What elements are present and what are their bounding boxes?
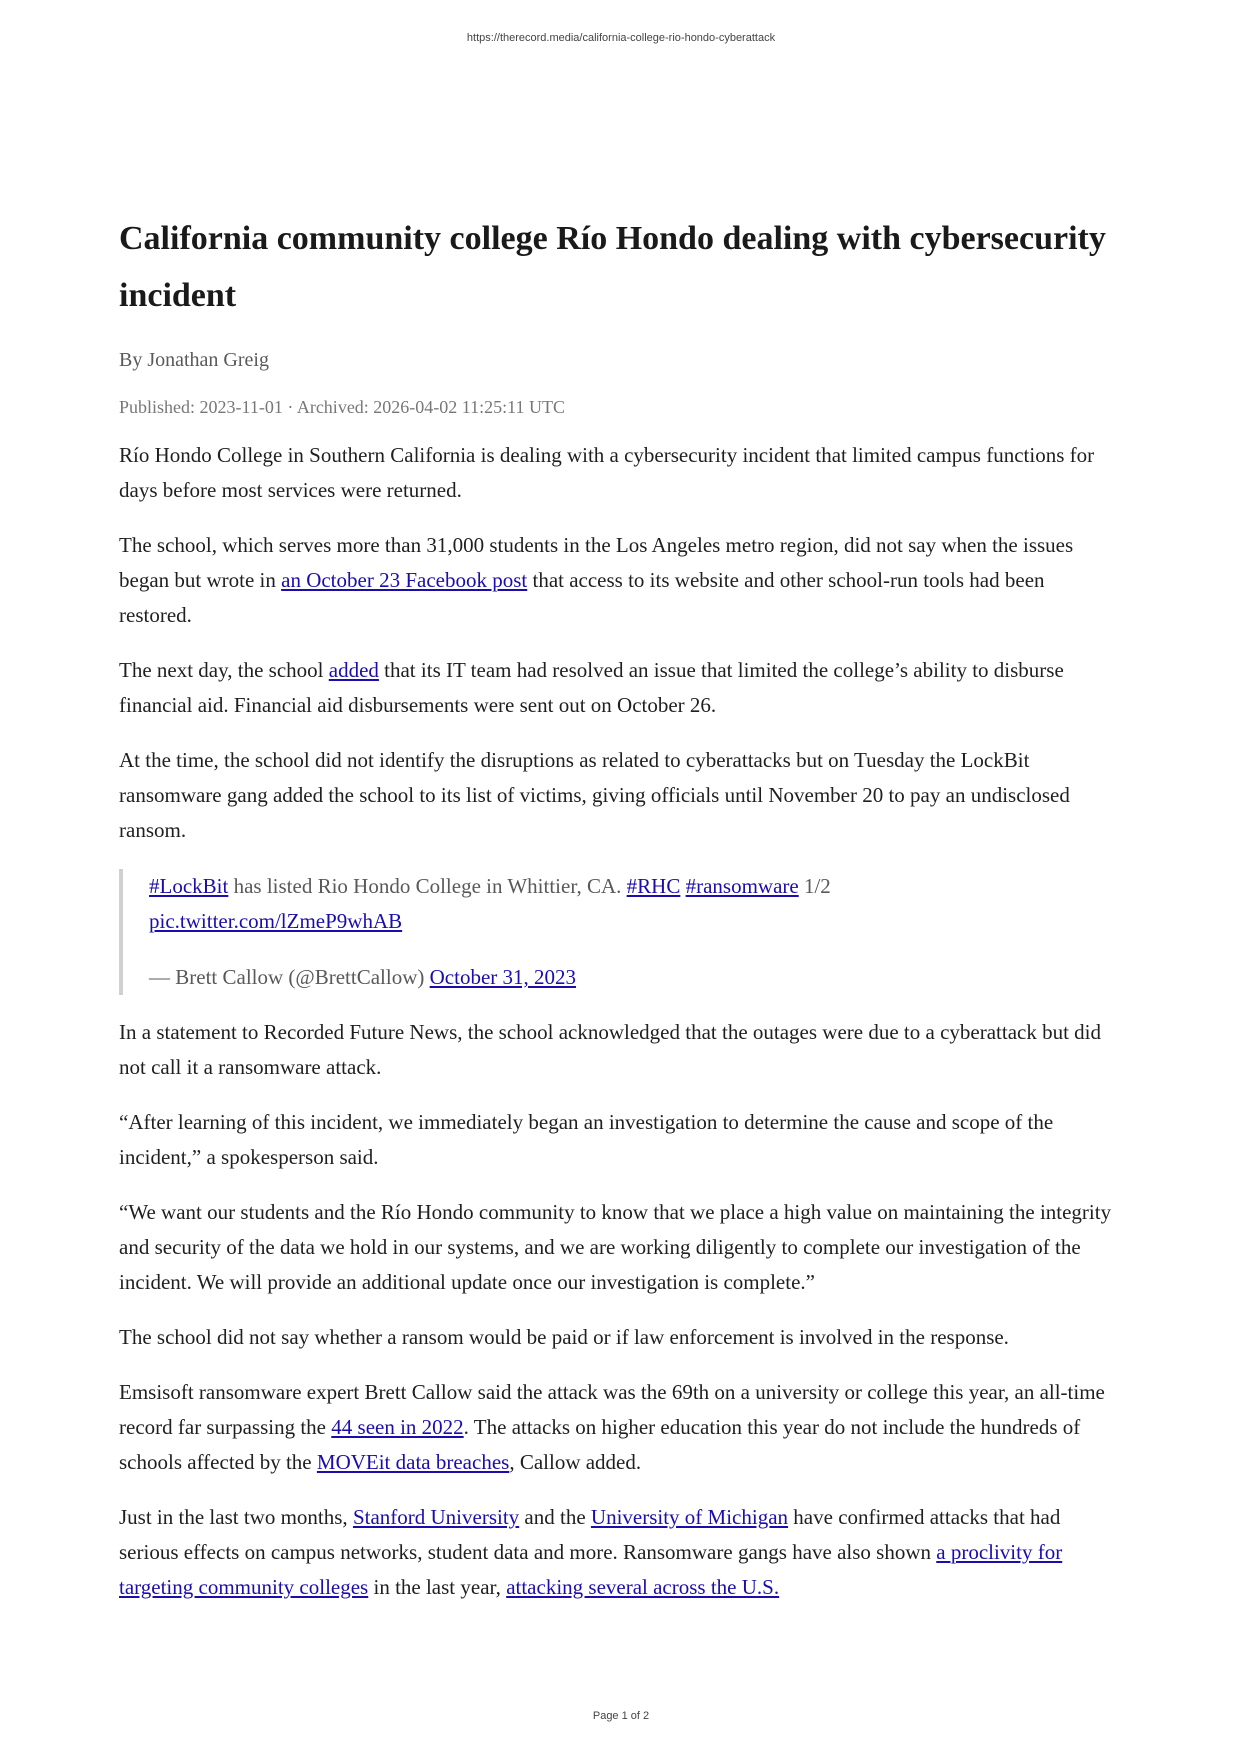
paragraph-8: The school did not say whether a ransom would be paid or if law enforcement is involved in the response. <box>119 1325 1009 1349</box>
text: The next day, the school <box>119 658 329 682</box>
embedded-tweet <box>119 869 1119 995</box>
text: in the last year, <box>368 1575 507 1599</box>
page-number: Page 1 of 2 <box>592 1710 650 1722</box>
text: , Callow added. <box>509 1450 642 1474</box>
text: and the <box>519 1505 591 1529</box>
rhc-hashtag-link[interactable]: #RHC <box>626 874 681 898</box>
text: . The attacks on higher education this year do not include the hundreds of schools affected by the <box>119 1415 1081 1474</box>
tweet-attribution <box>149 960 1119 995</box>
paragraph-5: In a statement to Recorded Future News, the school acknowledged that the outages were due to a cyberattack but did not call it a ransomware attack. <box>119 1020 1102 1079</box>
text: has listed Rio Hondo College in Whittier, CA. <box>228 874 627 898</box>
tweet-pic-link[interactable]: pic.twitter.com/lZmeP9whAB <box>149 909 403 933</box>
paragraph-2 <box>119 528 1119 633</box>
byline: By Jonathan Greig <box>119 349 269 371</box>
paragraph-4: At the time, the school did not identify the disruptions as related to cyberattacks but on Tuesday the LockBit ransomware gang added the school to its list of victims, giving officials until November 20 to pay an undisclosed ransom. <box>119 748 1070 842</box>
text: 1/2 <box>798 874 831 898</box>
paragraph-7: “We want our students and the Río Hondo community to know that we place a high value on maintaining the integrity and security of the data we hold in our systems, and we are working diligently to complete our investigation of the incident. We will provide an additional update once our investigation is complete.” <box>119 1200 1112 1294</box>
text: Emsisoft ransomware expert Brett Callow said the attack was the 69th on a university or college this year, an all-time record far surpassing the <box>119 1380 1105 1439</box>
attacks-2022-link[interactable]: 44 seen in 2022 <box>331 1415 464 1439</box>
paragraph-6: “After learning of this incident, we immediately began an investigation to determine the cause and scope of the incident,” a spokesperson said. <box>119 1110 1054 1169</box>
tweet-text <box>149 869 1119 939</box>
ransomware-hashtag-link[interactable]: #ransomware <box>685 874 799 898</box>
paragraph-1: Río Hondo College in Southern California is dealing with a cybersecurity incident that limited campus functions for days before most services were returned. <box>119 443 1095 502</box>
added-link[interactable]: added <box>328 658 379 682</box>
facebook-post-link[interactable]: an October 23 Facebook post <box>281 568 528 592</box>
tweet-author: — Brett Callow (@BrettCallow) <box>149 965 430 989</box>
text: that access to its website and other school-run tools had been restored. <box>119 568 1045 627</box>
text: have confirmed attacks that had serious effects on campus networks, student data and more. Ransomware gangs have also shown <box>119 1505 1061 1564</box>
moveit-link[interactable]: MOVEit data breaches <box>316 1450 510 1474</box>
article-title: California community college Río Hondo dealing with cybersecurity incident <box>119 220 1106 314</box>
text: Just in the last two months, <box>119 1505 353 1529</box>
page-url: https://therecord.media/california-college-rio-hondo-cyberattack <box>466 32 776 44</box>
community-colleges-link[interactable]: a proclivity for targeting community colleges <box>119 1540 1063 1599</box>
text: that its IT team had resolved an issue that limited the college’s ability to disburse financial aid. Financial aid disbursements were sent out on October 26. <box>119 658 1064 717</box>
tweet-date-link[interactable]: October 31, 2023 <box>429 965 577 989</box>
attacking-several-link[interactable]: attacking several across the U.S. <box>506 1575 780 1599</box>
paragraph-3 <box>119 653 1119 723</box>
text: The school, which serves more than 31,000 students in the Los Angeles metro region, did not say when the issues began but wrote in <box>119 533 1074 592</box>
stanford-link[interactable]: Stanford University <box>352 1505 520 1529</box>
lockbit-hashtag-link[interactable]: #LockBit <box>149 874 229 898</box>
paragraph-10 <box>119 1500 1119 1605</box>
michigan-link[interactable]: University of Michigan <box>590 1505 789 1529</box>
publish-dates: Published: 2023-11-01 · Archived: 2026-04-02 11:25:11 UTC <box>119 397 565 417</box>
paragraph-9 <box>119 1375 1119 1480</box>
article <box>119 210 1119 1605</box>
